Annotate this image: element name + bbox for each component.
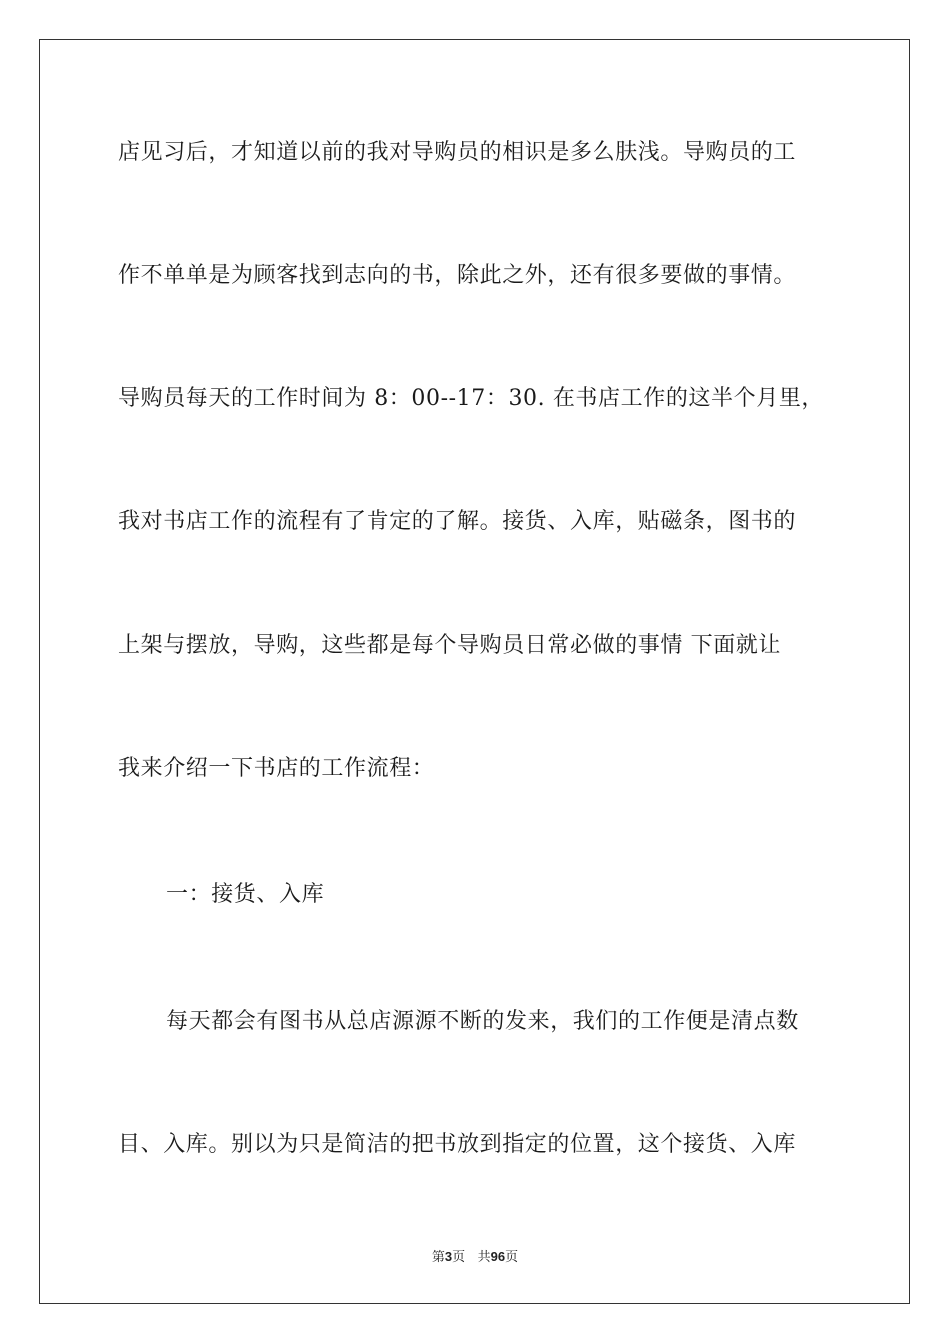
body-text-line: 店见习后，才知道以前的我对导购员的相识是多么肤浅。导购员的工 [118,140,797,165]
current-page-number: 3 [444,1249,453,1264]
total-pages-suffix: 页 [505,1250,519,1265]
page-footer [0,1248,950,1267]
body-text-line: 我来介绍一下书店的工作流程： [118,756,435,781]
page-border [39,39,910,1304]
body-text-line: 上架与摆放，导购，这些都是每个导购员日常必做的事情 下面就让 [118,633,781,658]
total-pages-prefix: 共 [477,1250,491,1265]
section-heading: 一：接货、入库 [166,882,325,907]
body-text-line: 目、入库。别以为只是简洁的把书放到指定的位置，这个接货、入库 [118,1132,797,1157]
body-text-line: 作不单单是为顾客找到志向的书，除此之外，还有很多要做的事情。 [118,263,797,288]
body-text-line: 我对书店工作的流程有了肯定的了解。接货、入库，贴磁条，图书的 [118,509,797,534]
page-number-prefix: 第 [431,1250,445,1265]
page-number-suffix: 页 [452,1250,466,1265]
total-page-count: 96 [490,1249,506,1264]
body-text-line: 每天都会有图书从总店源源不断的发来，我们的工作便是清点数 [166,1009,799,1034]
body-text-line: 导购员每天的工作时间为 8：00--17：30. 在书店工作的这半个月里， [118,386,825,411]
